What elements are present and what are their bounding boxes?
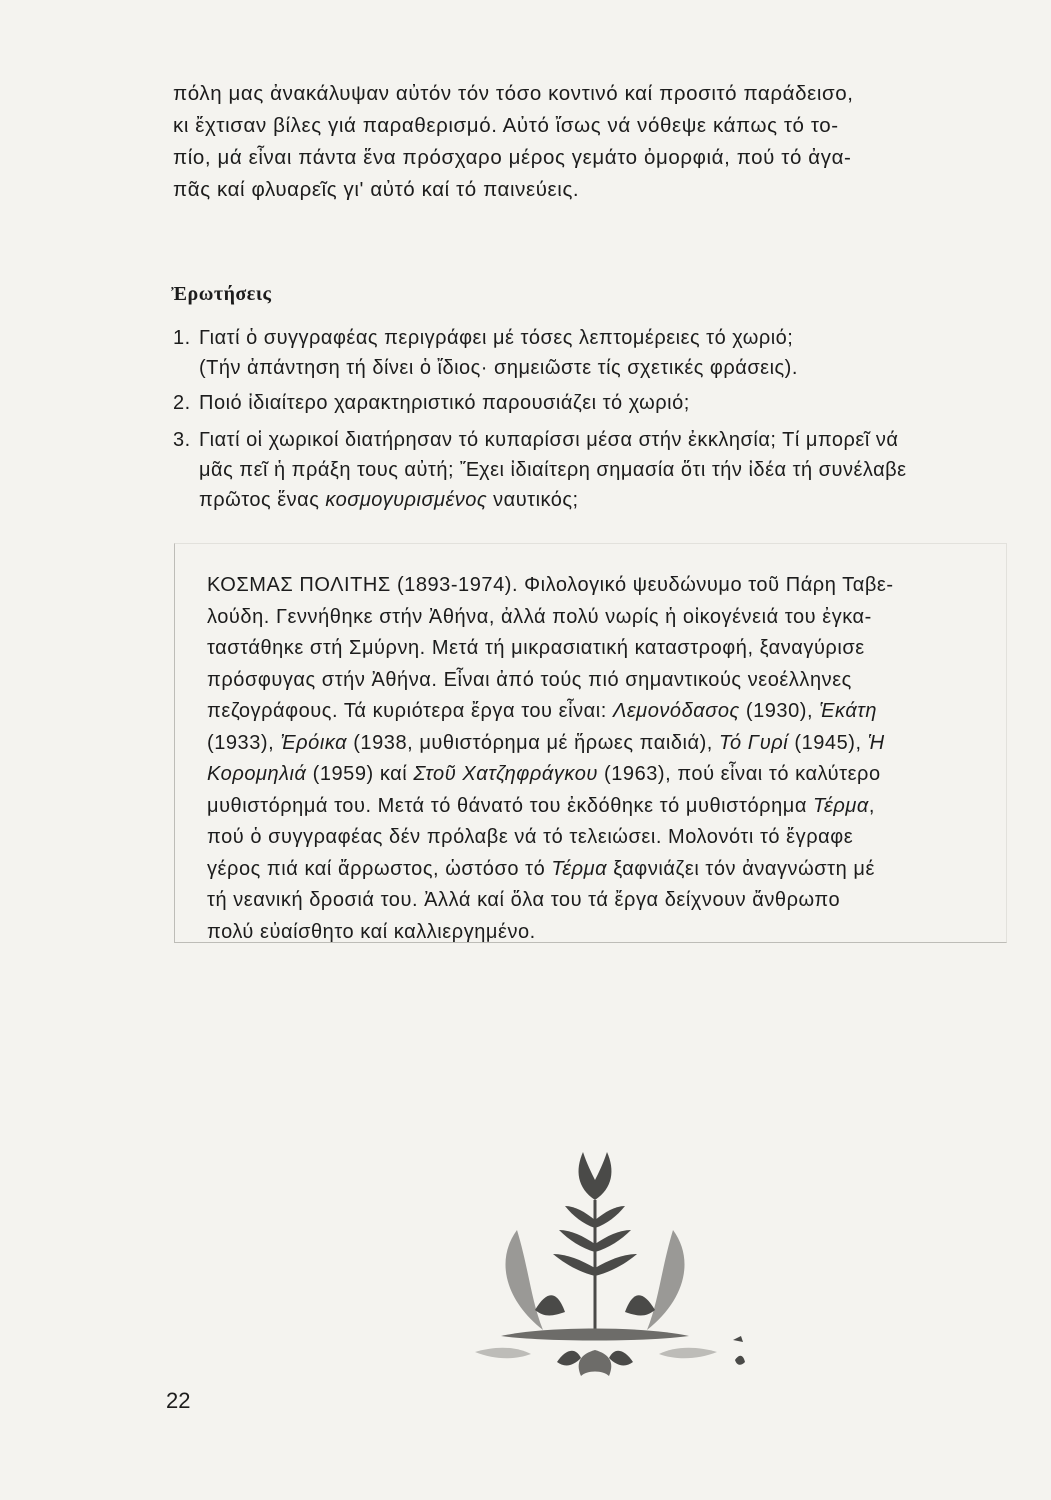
work-title: Τό Γυρί: [719, 731, 789, 754]
intro-paragraph: [173, 78, 1013, 206]
bio-text: (1963), πού εἶναι τό καλύτερο: [597, 763, 881, 785]
question-number: 3.: [173, 429, 191, 451]
question-text: πρῶτος ἕνας κοσμογυρισμένος ναυτικός;: [199, 489, 579, 511]
intro-line: πόλη μας ἀνακάλυψαν αὐτόν τόν τόσο κοντινό καί προσιτό παράδεισο,: [173, 82, 854, 105]
work-title: Ἡ: [867, 731, 885, 754]
bio-text: μυθιστόρημά του. Μετά τό θάνατό του ἐκδόθηκε τό μυθιστόρημα: [207, 794, 814, 817]
bio-text: (1945),: [788, 731, 868, 754]
work-title: Ἐρόικα: [280, 731, 348, 754]
work-title: Στοῦ Χατζηφράγκου: [413, 763, 598, 785]
work-title: Λεμονόδασος: [612, 700, 740, 722]
intro-line: κι ἔχτισαν βίλες γιά παραθερισμό. Αὐτό ἴσως νά νόθεψε κάπως τό το-: [173, 114, 839, 137]
author-biography: [207, 570, 997, 948]
work-title: Κορομηλιά: [207, 763, 307, 785]
bio-text: ,: [868, 794, 875, 817]
work-title: Τέρμα: [551, 857, 608, 880]
work-title: Τέρμα: [813, 794, 869, 817]
italic-term: κοσμογυρισμένος: [325, 489, 488, 511]
question-3: [173, 425, 1013, 515]
question-number: 1.: [173, 327, 191, 349]
bio-text: πεζογράφους. Τά κυριότερα ἔργα του εἶναι:: [207, 700, 613, 722]
bio-text: (1933),: [207, 731, 281, 754]
question-text: Γιατί οἱ χωρικοί διατήρησαν τό κυπαρίσσι μέσα στήν ἐκκλησία; Τί μπορεῖ νά: [199, 429, 899, 451]
question-2: [173, 388, 1013, 418]
question-text: μᾶς πεῖ ἡ πράξη τους αὐτή; Ἔχει ἰδιαίτερη σημασία ὅτι τήν ἰδέα τή συνέλαβε: [199, 459, 907, 481]
bio-text: ΚΟΣΜΑΣ ΠΟΛΙΤΗΣ (1893-1974). Φιλολογικό ψευδώνυμο τοῦ Πάρη Ταβε-: [207, 574, 894, 596]
bio-text: λούδη. Γεννήθηκε στήν Ἀθήνα, ἀλλά πολύ νωρίς ἡ οἰκογένειά του ἐγκα-: [207, 605, 872, 628]
question-text: Ποιό ἰδιαίτερο χαρακτηριστικό παρουσιάζει τό χωριό;: [199, 392, 690, 414]
work-title: Ἑκάτη: [819, 700, 877, 722]
question-text: Γιατί ὁ συγγραφέας περιγράφει μέ τόσες λεπτομέρειες τό χωριό;: [199, 327, 794, 349]
bio-text: (1938, μυθιστόρημα μέ ἥρωες παιδιά),: [347, 731, 720, 754]
bio-text: πρόσφυγας στήν Ἀθήνα. Εἶναι ἀπό τούς πιό σημαντικούς νεοέλληνες: [207, 668, 852, 691]
questions-heading: Ἐρωτήσεις: [171, 283, 272, 305]
bio-text: ξαφνιάζει τόν ἀναγνώστη μέ: [607, 857, 875, 880]
bio-text: γέρος πιά καί ἄρρωστος, ὡστόσο τό: [207, 857, 552, 880]
bio-text: (1930),: [739, 700, 820, 722]
intro-line: πᾶς καί φλυαρεῖς γι' αὐτό καί τό παινεύεις.: [173, 178, 580, 201]
bio-text: ταστάθηκε στή Σμύρνη. Μετά τή μικρασιατική καταστροφή, ξαναγύρισε: [207, 637, 865, 659]
question-number: 2.: [173, 392, 191, 414]
question-1: [173, 323, 1013, 383]
bio-text: πολύ εὐαίσθητο καί καλλιεργημένο.: [207, 920, 536, 943]
floral-ornament-icon: [435, 1140, 765, 1400]
question-text: (Τήν ἀπάντηση τή δίνει ὁ ἴδιος· σημειῶστε τίς σχετικές φράσεις).: [199, 357, 798, 379]
bio-text: (1959) καί: [306, 763, 414, 785]
intro-line: πίο, μά εἶναι πάντα ἕνα πρόσχαρο μέρος γεμάτο ὀμορφιά, πού τό ἀγα-: [173, 146, 852, 169]
bio-text: πού ὁ συγγραφέας δέν πρόλαβε νά τό τελειώσει. Μολονότι τό ἔγραφε: [207, 826, 854, 848]
page-number: 22: [166, 1388, 191, 1413]
bio-text: τή νεανική δροσιά του. Ἀλλά καί ὅλα του τά ἔργα δείχνουν ἄνθρωπο: [207, 889, 841, 911]
